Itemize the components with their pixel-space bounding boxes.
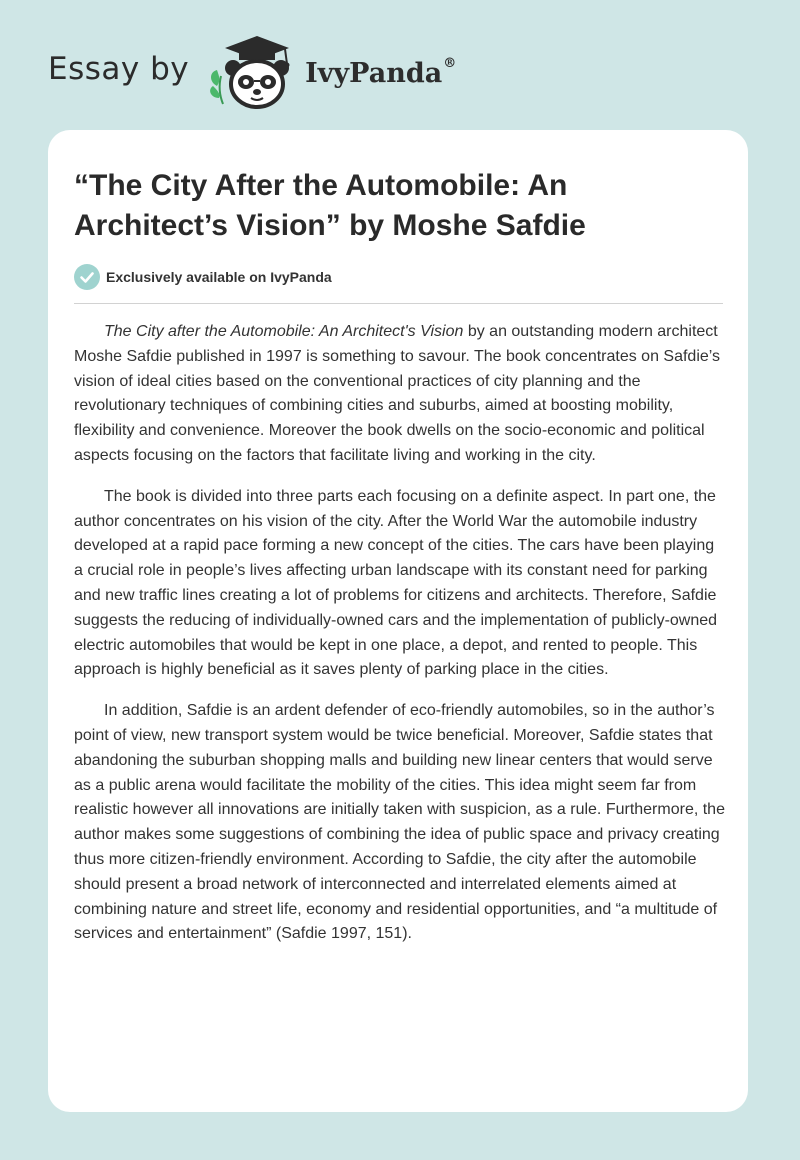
- site-header: [48, 32, 456, 112]
- brand-name[interactable]: [305, 55, 457, 89]
- exclusive-badge-text: Exclusively available on IvyPanda: [106, 269, 332, 285]
- registered-mark: ®: [443, 55, 457, 71]
- paragraph-3: In addition, Safdie is an ardent defender of eco-friendly automobiles, so in the author’s point of view, new transport system would be twice beneficial. Moreover, Safdie states that abandoning the suburban shopping malls and building new linear centers that would serve as a public arena would facilitate the mobility of the cities. This idea might seem far from realistic however all innovations are initially taken with suspicion, as a rule. Furthermore, the author makes some suggestions of combining the idea of public space and privacy creating thus more citizen-friendly environment. According to Safdie, the city after the automobile should present a broad network of interconnected and interrelated elements aimed at combining nature and street life, economy and residential opportunities, and “a multitude of services and entertainment” (Safdie 1997, 151).: [74, 702, 725, 943]
- exclusive-badge: [74, 264, 332, 290]
- paragraph-1-text: by an outstanding modern architect Moshe Safdie published in 1997 is something to savour. The book concentrates on Safdie’s vision of ideal cities based on the conventional practices of city planning and the revolutionary techniques of combining cities and suburbs, aimed at boosting mobility, flexibility and convenience. Moreover the book dwells on the socio-economic and political aspects focusing on the factors that facilitate living and working in the city.: [74, 323, 721, 464]
- panda-graduate-icon[interactable]: [205, 32, 297, 112]
- paragraph-2: The book is divided into three parts each focusing on a definite aspect. In part one, the author concentrates on his vision of the city. After the World War the automobile industry developed at a rapid pace forming a new concept of the cities. The cars have been playing a crucial role in people’s lives affecting urban landscape with its constant need for parking and new traffic lines creating a lot of problems for citizens and architects. Therefore, Safdie suggests the reducing of individually-owned cars and the implementation of publicly-owned electric automobiles that would be kept in one place, a depot, and rented to people. This approach is highly beneficial as it saves plenty of parking place in the cities.: [74, 487, 718, 679]
- book-title-italic: The City after the Automobile: An Architect's Vision: [104, 323, 464, 340]
- essay-card: [48, 130, 748, 1112]
- paragraph-1: [74, 320, 726, 469]
- check-circle-icon: [74, 264, 100, 290]
- brand-name-text: IvyPanda: [305, 57, 443, 89]
- essay-body: [74, 320, 726, 963]
- title-divider: [74, 303, 723, 304]
- essay-by-label: Essay by: [48, 51, 190, 87]
- essay-title: “The City After the Automobile: An Architect’s Vision” by Moshe Safdie: [74, 169, 586, 242]
